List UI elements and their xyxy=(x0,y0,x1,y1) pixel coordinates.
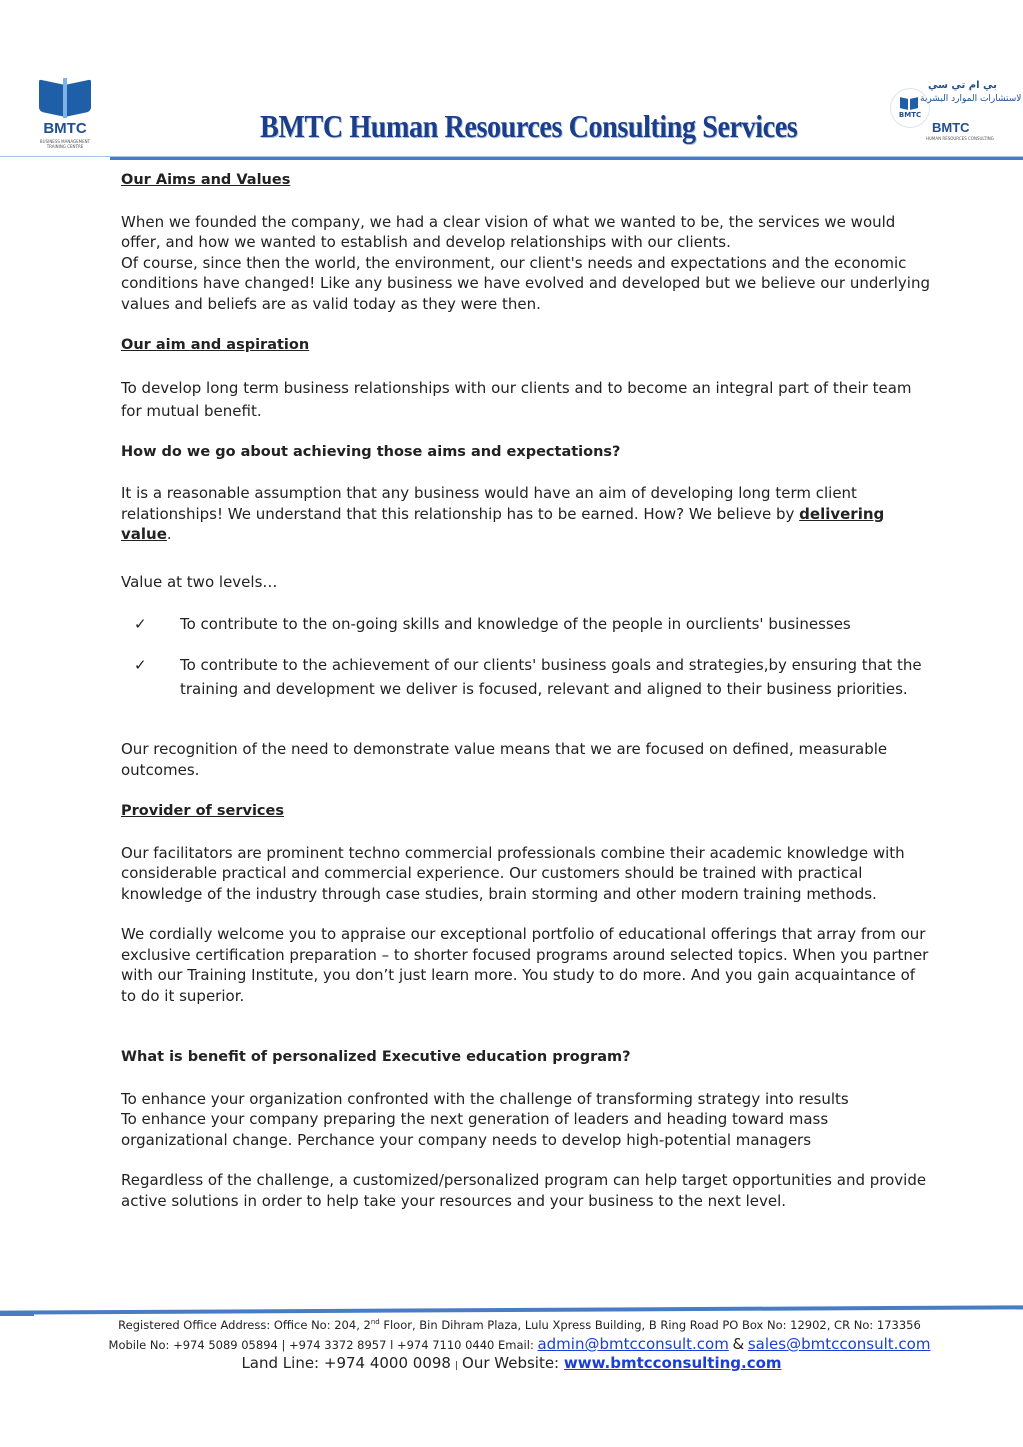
mobile-numbers: Mobile No: +974 5089 05894 | +974 3372 8957 l +974 7110 0440 Email: xyxy=(108,1338,534,1352)
logo-tagline: HUMAN RESOURCES CONSULTING xyxy=(926,136,994,141)
logo-tagline: BUSINESS MANAGEMENT TRAINING CENTRE xyxy=(39,139,91,149)
paragraph xyxy=(121,483,931,545)
paragraph: Regardless of the challenge, a customized/personalized program can help target opportunities and provide active solutions in order to help take your resources and your business to the next level. xyxy=(121,1171,927,1210)
footer-contacts xyxy=(16,1335,1023,1353)
list-item xyxy=(121,612,931,636)
paragraph: Our recognition of the need to demonstrate value means that we are focused on defined, measurable outcomes. xyxy=(121,740,888,779)
paragraph-text: To enhance your company preparing the next generation of leaders and heading toward mass organizational change. Perchance your company needs to develop high-potential managers xyxy=(121,1110,829,1149)
email-link-sales[interactable]: sales@bmtcconsult.com xyxy=(747,1335,931,1353)
bmtc-hr-logo-right xyxy=(888,72,1022,158)
section-heading-achieving: How do we go about achieving those aims and expectations? xyxy=(121,443,621,460)
value-list xyxy=(121,612,931,701)
paragraph: We cordially welcome you to appraise our exceptional portfolio of educational offerings that array from our exclusive certification preparation – to shorter focused programs around selected topics. When you partner with our Training Institute, you don’t just learn more. You study to do more. And you gain acquaintance of to do it superior. xyxy=(121,925,929,1005)
paragraph-text: . xyxy=(166,525,172,543)
paragraph-text: Of course, since then the world, the environment, our client's needs and expectations and the economic conditions have changed! Like any business we have evolved and developed but we believe our underlying values and beliefs are as valid today as they were then. xyxy=(121,253,931,313)
pipe-separator: | xyxy=(454,1361,459,1371)
logo-arabic-line2: لاستشارات الموارد البشرية xyxy=(920,94,1022,104)
header-divider xyxy=(0,156,1023,160)
footer-landline-website xyxy=(0,1354,1023,1372)
website-link[interactable]: www.bmtcconsulting.com xyxy=(563,1354,782,1372)
section-heading-benefit: What is benefit of personalized Executive education program? xyxy=(121,1049,631,1065)
list-item-text: To contribute to the on-going skills and knowledge of the people in ourclients' businesses xyxy=(180,615,851,633)
paragraph-text: To enhance your organization confronted with the challenge of transforming strategy into results xyxy=(121,1089,849,1108)
logo-brand-text: BMTC xyxy=(932,120,970,135)
landline-text: Land Line: +974 4000 0098 xyxy=(241,1354,451,1372)
section-heading-aims: Our Aims and Values xyxy=(121,172,291,188)
footer xyxy=(0,1318,1023,1372)
book-icon xyxy=(37,78,93,118)
paragraph xyxy=(121,1089,931,1151)
logo-arabic-line1: بي ام تي سي xyxy=(928,80,997,91)
document-body xyxy=(121,170,931,1211)
website-label: Our Website: xyxy=(462,1354,560,1372)
bmtc-logo-left xyxy=(30,78,100,158)
list-item-text: To contribute to the achievement of our clients' business goals and strategies,by ensuring that the training and development we deliver is focused, relevant and aligned to their business priorities. xyxy=(180,656,922,698)
footer-divider xyxy=(0,1302,1023,1316)
emblem-icon: BMTC xyxy=(890,88,930,128)
paragraph-text: When we founded the company, we had a clear vision of what we wanted to be, the services we would offer, and how we wanted to establish and develop relationships with our clients. xyxy=(121,212,896,251)
address-text: Floor, Bin Dihram Plaza, Lulu Xpress Building, B Ring Road PO Box No: 12902, CR No: 173356 xyxy=(379,1318,921,1332)
email-link-admin[interactable]: admin@bmtcconsult.com xyxy=(537,1335,729,1353)
paragraph xyxy=(121,212,931,315)
paragraph: Value at two levels… xyxy=(121,572,278,591)
checkmark-icon: ✓ xyxy=(134,656,147,674)
paragraph: To develop long term business relationships with our clients and to become an integral part of their team for mutual benefit. xyxy=(121,378,912,420)
paragraph: Our facilitators are prominent techno commercial professionals combine their academic knowledge with considerable practical and commercial experience. Our customers should be trained with practical knowledge of the industry through case studies, brain storming and other modern training methods. xyxy=(121,843,905,903)
address-text: Registered Office Address: Office No: 204, 2 xyxy=(118,1318,371,1332)
section-heading-aspiration: Our aim and aspiration xyxy=(121,337,310,353)
paragraph-text: It is a reasonable assumption that any business would have an aim of developing long term client relationships! We understand that this relationship has to be earned. How? We believe by xyxy=(121,484,857,523)
list-item xyxy=(121,653,931,701)
section-heading-provider: Provider of services xyxy=(121,803,284,819)
footer-address xyxy=(16,1318,1023,1332)
header-title: BMTC Human Resources Consulting Services xyxy=(260,108,798,144)
address-superscript: nd xyxy=(370,1318,380,1327)
logo-brand-text: BMTC xyxy=(43,120,87,137)
email-separator: & xyxy=(732,1335,745,1353)
emphasis-text: delivering value xyxy=(121,504,885,543)
checkmark-icon: ✓ xyxy=(134,615,147,633)
